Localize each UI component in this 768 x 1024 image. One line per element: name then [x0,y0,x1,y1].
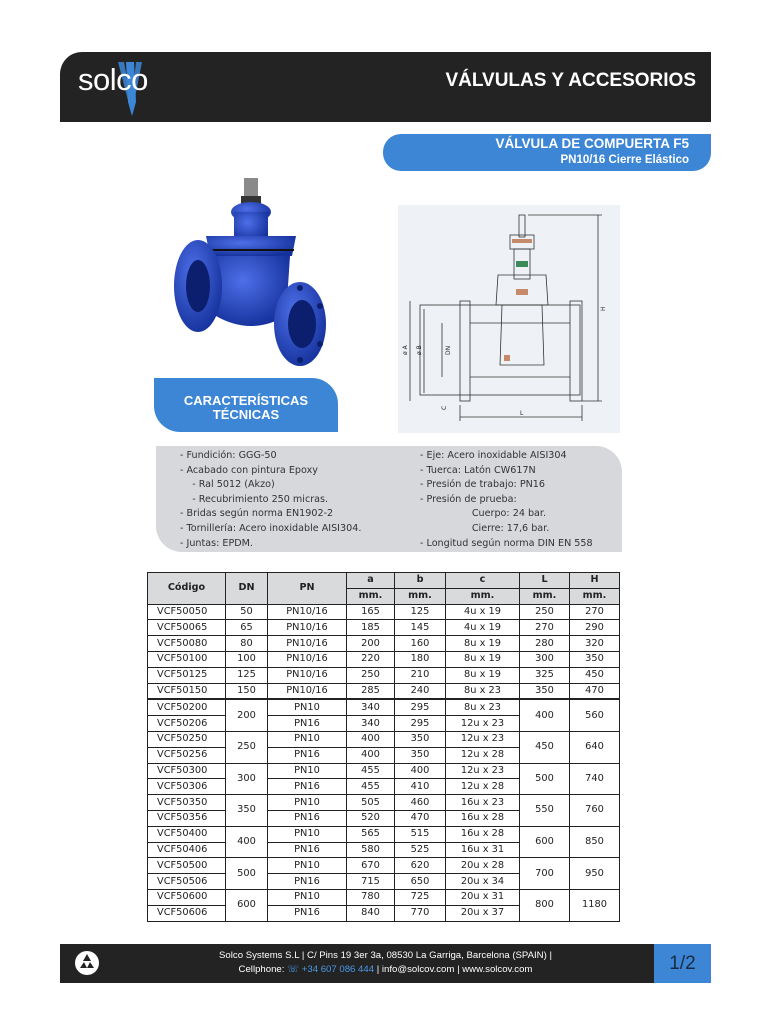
feature-item: - Bridas según norma EN1902-2 [180,508,334,520]
cell-a: 340 [347,699,395,715]
cell-a: 250 [347,667,395,683]
cell-b: 350 [395,747,446,763]
email-link[interactable]: info@solcov.com [381,964,455,975]
cell-dn: 350 [226,795,268,827]
feature-item: Cierre: 17,6 bar. [420,522,550,534]
cell-l: 400 [520,699,570,731]
cell-h: 450 [570,667,620,683]
cell-code: VCF50500 [148,858,226,874]
cell-b: 620 [395,858,446,874]
cell-c: 12u x 23 [446,731,520,747]
cell-pn: PN16 [268,716,347,732]
dim-label-h: H [600,306,607,311]
cell-dn: 80 [226,636,268,652]
cell-b: 125 [395,604,446,620]
cell-code: VCF50080 [148,636,226,652]
cell-code: VCF50506 [148,874,226,890]
cell-c: 12u x 28 [446,747,520,763]
col-header-pn: PN [268,573,347,605]
cell-h: 270 [570,604,620,620]
cell-code: VCF50400 [148,826,226,842]
cell-b: 350 [395,731,446,747]
cell-code: VCF50206 [148,716,226,732]
table-row [148,620,620,636]
cell-dn: 400 [226,826,268,858]
cell-h: 290 [570,620,620,636]
product-title-banner [383,134,711,171]
feature-item: - Fundición: GGG-50 [180,450,277,461]
cell-h: 470 [570,683,620,699]
cell-c: 8u x 19 [446,651,520,667]
cell-c: 16u x 23 [446,795,520,811]
cell-b: 240 [395,683,446,699]
technical-drawing [398,205,620,433]
cell-b: 515 [395,826,446,842]
cell-a: 565 [347,826,395,842]
cell-pn: PN10 [268,826,347,842]
cell-code: VCF50300 [148,763,226,779]
feature-item: - Recubrimiento 250 micras. [180,493,329,505]
cell-dn: 125 [226,667,268,683]
cell-pn: PN10 [268,889,347,905]
cell-code: VCF50065 [148,620,226,636]
valve-photo [168,176,338,371]
table-row [148,604,620,620]
cell-b: 650 [395,874,446,890]
product-subtitle: PN10/16 Cierre Elástico [560,154,689,166]
cell-c: 4u x 19 [446,604,520,620]
cell-dn: 600 [226,889,268,921]
phone-number[interactable]: +34 607 086 444 [301,964,375,975]
cell-a: 455 [347,763,395,779]
cell-pn: PN16 [268,842,347,858]
table-row [148,667,620,683]
cell-c: 20u x 37 [446,905,520,921]
cell-c: 16u x 31 [446,842,520,858]
cell-a: 715 [347,874,395,890]
cell-code: VCF50406 [148,842,226,858]
unit-header: mm. [520,588,570,604]
feature-item: Cuerpo: 24 bar. [420,508,547,520]
cell-a: 185 [347,620,395,636]
cell-c: 20u x 31 [446,889,520,905]
cell-l: 300 [520,651,570,667]
feature-item: - Eje: Acero inoxidable AISI304 [420,450,567,461]
cell-c: 12u x 23 [446,716,520,732]
dimensions-table [147,572,620,922]
cell-h: 350 [570,651,620,667]
cellphone-label: Cellphone: [238,964,285,975]
features-heading-banner [154,378,338,432]
cell-l: 450 [520,731,570,763]
cell-code: VCF50050 [148,604,226,620]
footer-separator: | [376,964,380,975]
cell-code: VCF50306 [148,779,226,795]
cell-code: VCF50356 [148,810,226,826]
page-title: VÁLVULAS Y ACCESORIOS [445,70,696,91]
feature-item: - Presión de trabajo: PN16 [420,479,546,491]
col-header-a: a [347,573,395,589]
cell-pn: PN16 [268,747,347,763]
logo-text: solco [78,62,148,97]
cell-c: 8u x 19 [446,636,520,652]
cell-l: 600 [520,826,570,858]
cell-pn: PN10 [268,731,347,747]
cell-dn: 50 [226,604,268,620]
unit-header: mm. [347,588,395,604]
features-heading-line1: CARACTERÍSTICAS [183,393,309,408]
cell-code: VCF50125 [148,667,226,683]
footer-band [60,944,711,983]
cell-l: 550 [520,795,570,827]
cell-dn: 100 [226,651,268,667]
cell-a: 505 [347,795,395,811]
col-header-c: c [446,573,520,589]
cell-l: 325 [520,667,570,683]
cell-code: VCF50600 [148,889,226,905]
feature-item: - Juntas: EPDM. [180,537,253,549]
table-row [148,826,620,842]
table-row [148,763,620,779]
cell-c: 12u x 28 [446,779,520,795]
cell-pn: PN10/16 [268,604,347,620]
cell-code: VCF50350 [148,795,226,811]
table-row [148,683,620,699]
cell-h: 560 [570,699,620,731]
cell-pn: PN10/16 [268,651,347,667]
cell-a: 455 [347,779,395,795]
cell-a: 840 [347,905,395,921]
cell-h: 1180 [570,889,620,921]
cell-b: 295 [395,716,446,732]
cell-a: 520 [347,810,395,826]
header-band [60,52,711,122]
cell-dn: 200 [226,699,268,731]
cell-pn: PN16 [268,874,347,890]
col-header-l: L [520,573,570,589]
cell-code: VCF50150 [148,683,226,699]
col-header-dn: DN [226,573,268,605]
cell-a: 340 [347,716,395,732]
cell-code: VCF50100 [148,651,226,667]
col-header-codigo: Código [148,573,226,605]
cell-h: 320 [570,636,620,652]
feature-item: - Ral 5012 (Akzo) [180,479,275,491]
cell-a: 220 [347,651,395,667]
cell-b: 180 [395,651,446,667]
cell-l: 800 [520,889,570,921]
cell-h: 850 [570,826,620,858]
col-header-h: H [570,573,620,589]
cell-b: 410 [395,779,446,795]
cell-h: 950 [570,858,620,890]
table-row [148,699,620,715]
footer-address: Solco Systems S.L | C/ Pins 19 3er 3a, 08530 La Garriga, Barcelona (SPAIN) | [219,950,552,961]
feature-item: - Acabado con pintura Epoxy [180,464,318,476]
cell-pn: PN10/16 [268,667,347,683]
features-left-column [180,449,361,551]
features-heading-line2: TÉCNICAS [212,407,280,422]
cell-b: 470 [395,810,446,826]
cell-b: 770 [395,905,446,921]
cell-pn: PN10/16 [268,636,347,652]
features-right-column [420,449,593,551]
cell-b: 160 [395,636,446,652]
cell-l: 350 [520,683,570,699]
cell-b: 725 [395,889,446,905]
cell-code: VCF50200 [148,699,226,715]
cell-pn: PN10 [268,763,347,779]
cell-c: 16u x 28 [446,810,520,826]
feature-item: - Tornillería: Acero inoxidable AISI304. [180,522,362,534]
page-number: 1/2 [654,944,711,983]
cell-l: 500 [520,763,570,795]
product-title: VÁLVULA DE COMPUERTA F5 [495,136,689,151]
dim-label-l: L [520,410,524,417]
feature-item: - Tuerca: Latón CW617N [420,464,536,476]
cell-code: VCF50256 [148,747,226,763]
cell-a: 580 [347,842,395,858]
cell-pn: PN10 [268,795,347,811]
technical-drawing-svg [398,205,620,433]
table-body [148,604,620,921]
cell-b: 460 [395,795,446,811]
cell-dn: 500 [226,858,268,890]
footer-separator: | [457,964,460,975]
cell-a: 285 [347,683,395,699]
cell-l: 700 [520,858,570,890]
cell-a: 400 [347,731,395,747]
feature-item: - Longitud según norma DIN EN 558 [420,537,593,549]
cell-code: VCF50606 [148,905,226,921]
cell-pn: PN10 [268,858,347,874]
cell-c: 8u x 19 [446,667,520,683]
table-row [148,731,620,747]
cell-a: 200 [347,636,395,652]
table-row [148,795,620,811]
feature-item: - Presión de prueba: [420,493,517,505]
cell-c: 20u x 28 [446,858,520,874]
phone-icon: ☏ [287,964,300,975]
cell-b: 295 [395,699,446,715]
cell-c: 8u x 23 [446,699,520,715]
table-header-row [148,573,620,589]
cell-code: VCF50250 [148,731,226,747]
cell-pn: PN16 [268,779,347,795]
table-row [148,858,620,874]
cell-b: 145 [395,620,446,636]
features-box [156,446,622,552]
cell-a: 780 [347,889,395,905]
cell-b: 210 [395,667,446,683]
unit-header: mm. [395,588,446,604]
cell-dn: 300 [226,763,268,795]
cell-a: 165 [347,604,395,620]
cell-c: 4u x 19 [446,620,520,636]
table-row [148,651,620,667]
cell-h: 760 [570,795,620,827]
cell-pn: PN16 [268,810,347,826]
dim-label-phi-a: ø A [402,345,409,355]
cell-h: 740 [570,763,620,795]
cell-l: 280 [520,636,570,652]
footer-contact [60,964,711,975]
cell-pn: PN10/16 [268,683,347,699]
cell-dn: 250 [226,731,268,763]
unit-header: mm. [446,588,520,604]
cell-h: 640 [570,731,620,763]
dim-label-dn: DN [445,345,452,355]
table-row [148,889,620,905]
dim-label-phi-b: ø B [416,345,423,355]
cell-pn: PN10 [268,699,347,715]
cell-l: 270 [520,620,570,636]
cell-a: 670 [347,858,395,874]
cell-c: 8u x 23 [446,683,520,699]
cell-dn: 65 [226,620,268,636]
unit-header: mm. [570,588,620,604]
cell-b: 400 [395,763,446,779]
table-row [148,636,620,652]
web-link[interactable]: www.solcov.com [462,964,533,975]
cell-a: 400 [347,747,395,763]
cell-c: 12u x 23 [446,763,520,779]
cell-c: 16u x 28 [446,826,520,842]
cell-pn: PN16 [268,905,347,921]
cell-b: 525 [395,842,446,858]
cell-c: 20u x 34 [446,874,520,890]
cell-dn: 150 [226,683,268,699]
dim-label-c: C [441,405,448,410]
cell-l: 250 [520,604,570,620]
cell-pn: PN10/16 [268,620,347,636]
col-header-b: b [395,573,446,589]
